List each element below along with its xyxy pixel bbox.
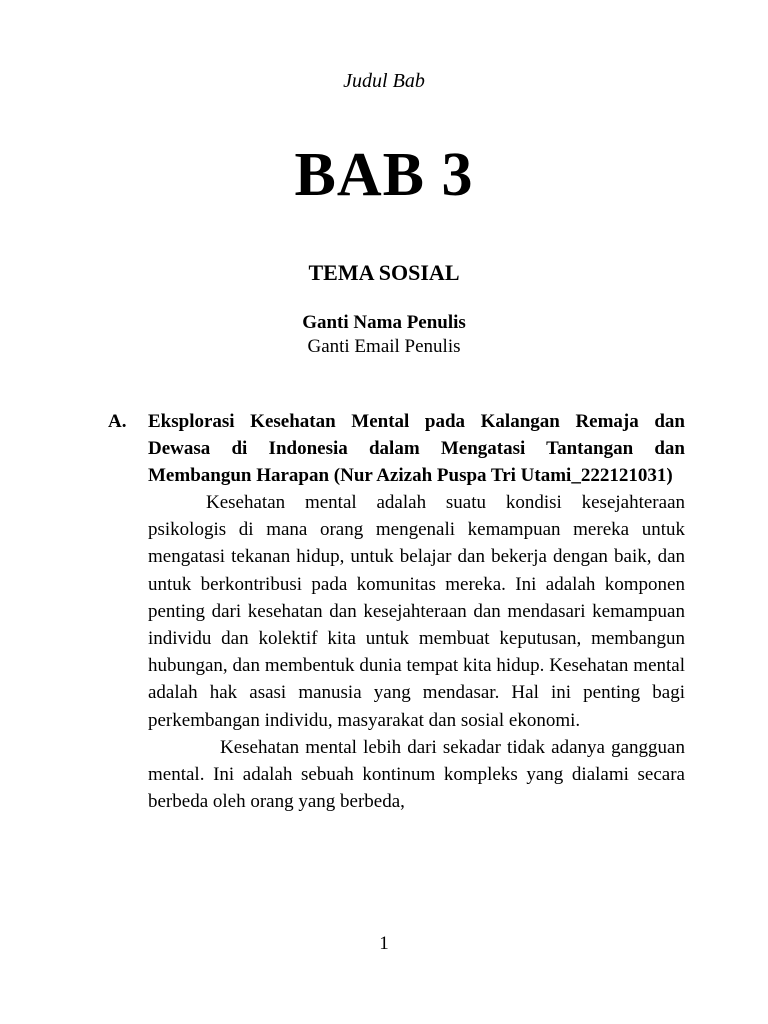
section-letter: A. [108, 411, 127, 432]
author-email: Ganti Email Penulis [307, 336, 461, 357]
section-a [108, 408, 688, 815]
section-title: Eksplorasi Kesehatan Mental pada Kalangan Remaja dan Dewasa di Indonesia dalam Mengatasi Tantangan dan Membangun Harapan (Nur Azizah Puspa Tri Utami_222121031) [148, 411, 685, 486]
chapter-label: Judul Bab [343, 70, 425, 92]
body-paragraph: Kesehatan mental adalah suatu kondisi kesejahteraan psikologis di mana orang mengenali kemampuan mereka untuk mengatasi tekanan hidup, untuk belajar dan bekerja dengan baik, dan untuk berkontribusi pada komunitas mereka. Ini adalah komponen penting dari kesehatan dan kesejahteraan dan mendasari kemampuan individu dan kolektif kita untuk membuat keputusan, membangun hubungan, dan membentuk dunia tempat kita hidup. Kesehatan mental adalah hak asasi manusia yang mendasar. Hal ini penting bagi perkembangan individu, masyarakat dan sosial ekonomi. [148, 492, 685, 731]
page-number: 1 [379, 933, 389, 954]
chapter-theme: TEMA SOSIAL [308, 260, 460, 285]
body-paragraph: Kesehatan mental lebih dari sekadar tidak adanya gangguan mental. Ini adalah sebuah kontinum kompleks yang dialami secara berbeda oleh orang yang berbeda, [148, 736, 685, 813]
author-name: Ganti Nama Penulis [302, 312, 466, 333]
chapter-number: BAB 3 [294, 141, 474, 209]
